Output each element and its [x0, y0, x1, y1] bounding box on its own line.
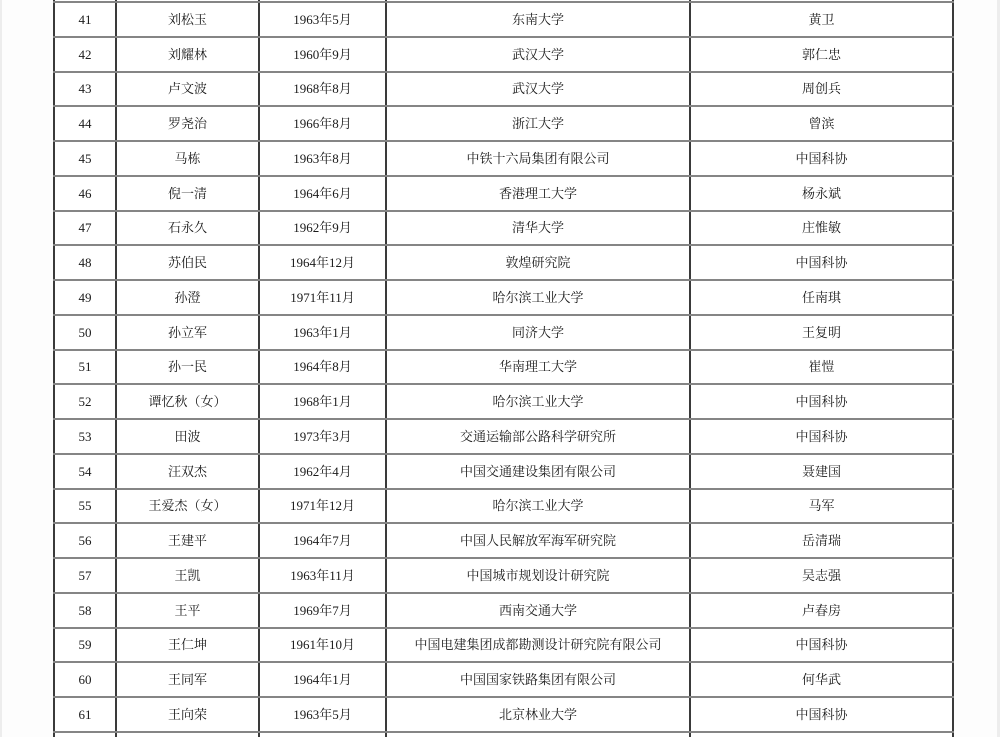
- cell-nominator: 王复明: [690, 315, 953, 350]
- table-row: [54, 523, 953, 558]
- cell-workunit: 武汉大学: [386, 72, 690, 107]
- cell-name: 卢文波: [116, 72, 259, 107]
- cell-number: 42: [54, 37, 116, 72]
- cell-name: 孙立军: [116, 315, 259, 350]
- table-row: [54, 2, 953, 37]
- cell-name: 汪双杰: [116, 454, 259, 489]
- cell-nominator: 中国科协: [690, 245, 953, 280]
- cell-workunit: 北京林业大学: [386, 697, 690, 732]
- cell-nominator: 何华武: [690, 662, 953, 697]
- cell-nominator: 崔愷: [690, 350, 953, 385]
- cell-number: 54: [54, 454, 116, 489]
- cell-workunit: 中国电建集团成都勘测设计研究院有限公司: [386, 628, 690, 663]
- cell-name: 孙澄: [116, 280, 259, 315]
- cell-birthdate: 1960年9月: [259, 37, 386, 72]
- cell-number: 53: [54, 419, 116, 454]
- table-row: [54, 280, 953, 315]
- cell-nominator: 聂建国: [690, 454, 953, 489]
- cell-birthdate: 1963年8月: [259, 141, 386, 176]
- cell-number: 47: [54, 211, 116, 246]
- cell-number: 43: [54, 72, 116, 107]
- cell-number: 57: [54, 558, 116, 593]
- cell-number: 44: [54, 106, 116, 141]
- cell-name: 刘松玉: [116, 2, 259, 37]
- cell-number: 60: [54, 662, 116, 697]
- cell-name: 王凯: [116, 558, 259, 593]
- cell-nominator: 黄卫: [690, 2, 953, 37]
- cell-number: 48: [54, 245, 116, 280]
- cell-birthdate: 1961年10月: [259, 628, 386, 663]
- table-row: [54, 628, 953, 663]
- cell-name: 王建平: [116, 523, 259, 558]
- cell-name: 王向荣: [116, 697, 259, 732]
- cell-workunit: 中铁十六局集团有限公司: [386, 141, 690, 176]
- table-row: [54, 384, 953, 419]
- cell-nominator: 岳清瑞: [690, 523, 953, 558]
- cell-number: 59: [54, 628, 116, 663]
- cell-nominator: 周创兵: [690, 72, 953, 107]
- cell-number: 50: [54, 315, 116, 350]
- cell-birthdate: 1971年11月: [259, 280, 386, 315]
- cell-name: 王同军: [116, 662, 259, 697]
- cell-number: 46: [54, 176, 116, 211]
- cell-workunit: 西南交通大学: [386, 593, 690, 628]
- cell-birthdate: 1964年12月: [259, 245, 386, 280]
- cell-name: 王平: [116, 593, 259, 628]
- cell-nominator: 任南琪: [690, 280, 953, 315]
- cell-workunit: 交通运输部公路科学研究所: [386, 419, 690, 454]
- cell-name: 田波: [116, 419, 259, 454]
- cell-number: 49: [54, 280, 116, 315]
- cell-name: 王仁坤: [116, 628, 259, 663]
- cell-birthdate: 1968年1月: [259, 384, 386, 419]
- cell-nominator: 中国科协: [690, 419, 953, 454]
- cell-birthdate: 1964年7月: [259, 523, 386, 558]
- cell-nominator: 曾滨: [690, 106, 953, 141]
- cell-name: 王爱杰（女）: [116, 489, 259, 524]
- table-row: [54, 593, 953, 628]
- cell-workunit: 华南理工大学: [386, 350, 690, 385]
- cell-name: 谭忆秋（女）: [116, 384, 259, 419]
- cell-birthdate: 1963年5月: [259, 697, 386, 732]
- cell-workunit: 中国交通建设集团有限公司: [386, 454, 690, 489]
- cell-workunit: 哈尔滨工业大学: [386, 384, 690, 419]
- cell-number: 61: [54, 697, 116, 732]
- cell-name: 罗尧治: [116, 106, 259, 141]
- cell-birthdate: 1964年8月: [259, 350, 386, 385]
- table-row: [54, 558, 953, 593]
- cell-birthdate: 1968年8月: [259, 72, 386, 107]
- cell-workunit: 中国国家铁路集团有限公司: [386, 662, 690, 697]
- cell-empty: [690, 732, 953, 737]
- cell-workunit: 清华大学: [386, 211, 690, 246]
- table-row: [54, 350, 953, 385]
- table-row: [54, 489, 953, 524]
- cell-birthdate: 1963年11月: [259, 558, 386, 593]
- table-row: [54, 419, 953, 454]
- cell-nominator: 马军: [690, 489, 953, 524]
- cell-birthdate: 1964年1月: [259, 662, 386, 697]
- cell-number: 45: [54, 141, 116, 176]
- cell-workunit: 东南大学: [386, 2, 690, 37]
- cell-empty: [54, 732, 116, 737]
- cell-nominator: 卢春房: [690, 593, 953, 628]
- table-row: [54, 697, 953, 732]
- cell-number: 58: [54, 593, 116, 628]
- candidates-table: [53, 0, 954, 737]
- cell-nominator: 郭仁忠: [690, 37, 953, 72]
- cell-workunit: 香港理工大学: [386, 176, 690, 211]
- cell-workunit: 哈尔滨工业大学: [386, 489, 690, 524]
- table-row: [54, 141, 953, 176]
- table-row: [54, 37, 953, 72]
- table-row: [54, 315, 953, 350]
- table-row: [54, 454, 953, 489]
- cell-number: 55: [54, 489, 116, 524]
- cell-birthdate: 1969年7月: [259, 593, 386, 628]
- cell-name: 倪一清: [116, 176, 259, 211]
- table-row: [54, 245, 953, 280]
- cell-birthdate: 1963年1月: [259, 315, 386, 350]
- cell-empty: [386, 732, 690, 737]
- cell-workunit: 浙江大学: [386, 106, 690, 141]
- cell-nominator: 中国科协: [690, 141, 953, 176]
- page-left-edge: [0, 0, 2, 737]
- cell-birthdate: 1973年3月: [259, 419, 386, 454]
- cell-workunit: 敦煌研究院: [386, 245, 690, 280]
- table-row: [54, 211, 953, 246]
- cell-birthdate: 1964年6月: [259, 176, 386, 211]
- cell-number: 41: [54, 2, 116, 37]
- cell-workunit: 中国人民解放军海军研究院: [386, 523, 690, 558]
- cell-name: 孙一民: [116, 350, 259, 385]
- cell-empty: [116, 732, 259, 737]
- cell-workunit: 同济大学: [386, 315, 690, 350]
- cell-nominator: 中国科协: [690, 697, 953, 732]
- table-row-partial-bottom: [54, 732, 953, 737]
- cell-name: 苏伯民: [116, 245, 259, 280]
- cell-workunit: 中国城市规划设计研究院: [386, 558, 690, 593]
- cell-birthdate: 1962年9月: [259, 211, 386, 246]
- cell-birthdate: 1962年4月: [259, 454, 386, 489]
- cell-empty: [259, 732, 386, 737]
- table-row: [54, 72, 953, 107]
- table-row: [54, 106, 953, 141]
- cell-nominator: 吴志强: [690, 558, 953, 593]
- table-row: [54, 176, 953, 211]
- cell-workunit: 武汉大学: [386, 37, 690, 72]
- cell-birthdate: 1971年12月: [259, 489, 386, 524]
- cell-name: 石永久: [116, 211, 259, 246]
- cell-number: 56: [54, 523, 116, 558]
- cell-name: 马栋: [116, 141, 259, 176]
- cell-nominator: 中国科协: [690, 628, 953, 663]
- cell-birthdate: 1966年8月: [259, 106, 386, 141]
- cell-number: 52: [54, 384, 116, 419]
- cell-number: 51: [54, 350, 116, 385]
- cell-nominator: 杨永斌: [690, 176, 953, 211]
- cell-nominator: 庄惟敏: [690, 211, 953, 246]
- cell-workunit: 哈尔滨工业大学: [386, 280, 690, 315]
- cell-name: 刘耀林: [116, 37, 259, 72]
- table-row: [54, 662, 953, 697]
- cell-nominator: 中国科协: [690, 384, 953, 419]
- cell-birthdate: 1963年5月: [259, 2, 386, 37]
